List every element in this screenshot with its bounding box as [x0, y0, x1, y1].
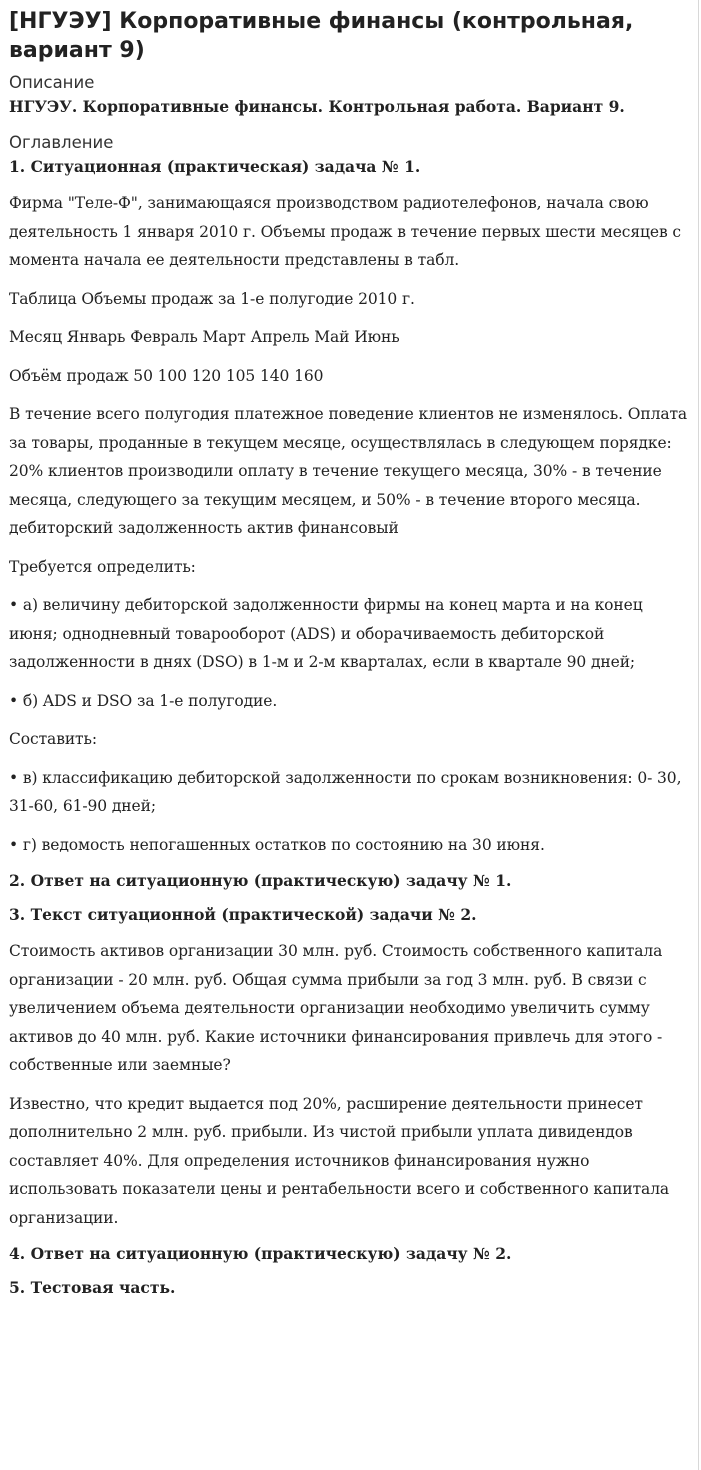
paragraph-payment-behavior: В течение всего полугодия платежное поведение клиентов не изменялось. Оплата за товары, проданные в текущем месяце, осуществлялась в следующем порядке: 20% клиентов производили оплату в течение текущего месяца, 30% - в течение месяца, следующего за текущим месяцем, и 50% - в течение второго месяца. дебиторский задолженность актив финансовый [9, 405, 688, 537]
list-item-c: • в) классификацию дебиторской задолженности по срокам возникновения: 0- 30, 31-60, 61-90 дней; [9, 768, 682, 815]
paragraph-table-title: Таблица Объемы продаж за 1-е полугодие 2010 г. [9, 289, 415, 308]
toc-label: Оглавление [9, 133, 114, 152]
toc-heading-answer-1: 2. Ответ на ситуационную (практическую) задачу № 1. [9, 871, 512, 890]
paragraph-sales-row: Объём продаж 50 100 120 105 140 160 [9, 366, 324, 385]
list-item-b: • б) ADS и DSO за 1-е полугодие. [9, 691, 278, 710]
paragraph-credit: Известно, что кредит выдается под 20%, расширение деятельности принесет дополнительно 2 млн. руб. прибыли. Из чистой прибыли уплата дивидендов составляет 40%. Для определения источников финансирования нужно использовать показатели цены и рентабельности всего и собственного капитала организации. [9, 1094, 670, 1227]
toc-heading-answer-2: 4. Ответ на ситуационную (практическую) задачу № 2. [9, 1244, 512, 1263]
list-item-a: • а) величину дебиторской задолженности фирмы на конец марта и на конец июня; однодневный товарооборот (ADS) и оборачиваемость дебиторской задолженности в днях (DSO) в 1-м и 2-м кварталах, если в квартале 90 дней; [9, 596, 643, 671]
paragraph-firm-intro: Фирма "Теле-Ф", занимающаяся производством радиотелефонов, начала свою деятельность 1 января 2010 г. Объемы продаж в течение первых шести месяцев с момента начала ее деятельности представлены в табл. [9, 194, 682, 269]
page-title: [НГУЭУ] Корпоративные финансы (контрольная, вариант 9) [9, 9, 634, 63]
description-text: НГУЭУ. Корпоративные финансы. Контрольная работа. Вариант 9. [9, 97, 625, 116]
paragraph-compose: Составить: [9, 730, 97, 748]
toc-heading-task-1: 1. Ситуационная (практическая) задача № 1. [9, 157, 421, 176]
paragraph-assets: Стоимость активов организации 30 млн. руб. Стоимость собственного капитала организации - 20 млн. руб. Общая сумма прибыли за год 3 млн. руб. В связи с увеличением объема деятельности организации необходимо увеличить сумму активов до 40 млн. руб. Какие источники финансирования привлечь для этого - собственные или заемные? [9, 942, 663, 1074]
list-item-d: • г) ведомость непогашенных остатков по состоянию на 30 июня. [9, 835, 545, 854]
toc-heading-task-2: 3. Текст ситуационной (практической) задачи № 2. [9, 905, 477, 924]
paragraph-months-row: Месяц Январь Февраль Март Апрель Май Июнь [9, 328, 400, 346]
description-label: Описание [9, 73, 95, 92]
paragraph-required: Требуется определить: [9, 557, 196, 576]
toc-heading-test-part: 5. Тестовая часть. [9, 1278, 176, 1297]
